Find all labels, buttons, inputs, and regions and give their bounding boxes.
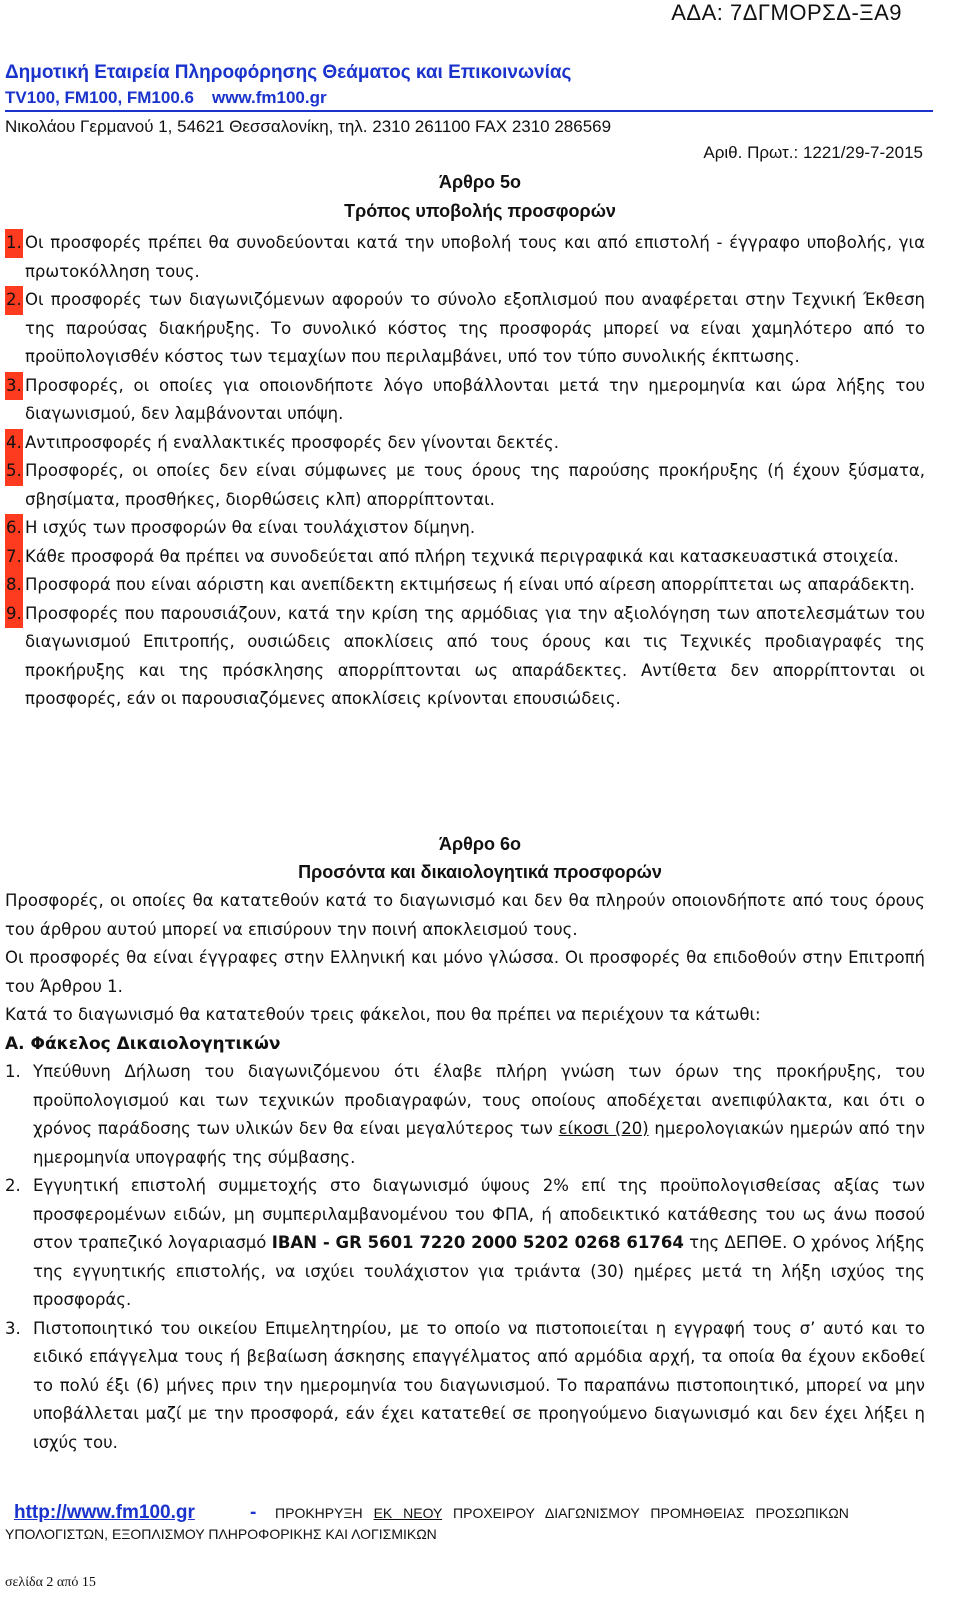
- list-item: [5, 429, 925, 458]
- footer-desc-part: ΠΡΟΚΗΡΥΞΗ: [275, 1505, 363, 1521]
- company-address: Νικολάου Γερμανού 1, 54621 Θεσσαλονίκη, τηλ. 2310 261100 FAX 2310 286569: [5, 117, 612, 136]
- article-6-number: Άρθρο 6ο: [438, 834, 521, 854]
- list-item: [5, 514, 925, 543]
- item-text-underlined: είκοσι (20): [558, 1119, 649, 1138]
- list-item: [5, 372, 925, 429]
- protocol-number: Αριθ. Πρωτ.: 1221/29-7-2015: [703, 143, 923, 162]
- list-item: [5, 1315, 925, 1458]
- article-5-title: Τρόπος υποβολής προσφορών: [344, 201, 616, 221]
- item-number: 1.: [5, 1062, 21, 1081]
- item-text: Υπεύθυνη Δήλωση του διαγωνιζόμενου ότι έλαβε πλήρη γνώση των όρων της προκήρυξης, του προϋπολογισμού και των τεχνικών προδιαγραφών, τους οποίους αποδέχεται ανεπιφύλακτα, και ότι ο χρόνος παράδοσης των υλικών δεν θα είναι μεγαλύτερος των: [33, 1062, 925, 1138]
- footer-description: [275, 1505, 849, 1521]
- footer-website-link[interactable]: http://www.fm100.gr: [14, 1502, 195, 1523]
- item-text: Οι προσφορές πρέπει θα συνοδεύονται κατά την υποβολή τους και από επιστολή - έγγραφο υποβολής, για πρωτοκόλληση τους.: [25, 233, 925, 281]
- article-5-list: [5, 229, 925, 714]
- item-number: 4.: [5, 429, 23, 458]
- company-name: Δημοτική Εταιρεία Πληροφόρησης Θεάματος και Επικοινωνίας: [5, 62, 572, 83]
- footer-description-line-2: ΥΠΟΛΟΓΙΣΤΩΝ, ΕΞΟΠΛΙΣΜΟΥ ΠΛΗΡΟΦΟΡΙΚΗΣ ΚΑΙ ΛΟΓΙΣΜΙΚΩΝ: [5, 1526, 437, 1542]
- list-item: [5, 229, 925, 286]
- list-item: [5, 543, 925, 572]
- article-5-number: Άρθρο 5ο: [438, 172, 521, 192]
- item-text: Πιστοποιητικό του οικείου Επιμελητηρίου, με το οποίο να πιστοποιείται η εγγραφή τους σ’ αυτό και το ειδικό επάγγελμα τους ή βεβαίωση άσκησης επαγγέλματος από αρμόδια αρχή, τα οποία θα έχουν εκδοθεί το πολύ έξι (6) μήνες πριν την ημερομηνία του διαγωνισμού. Το παραπάνω πιστοποιητικό, μπορεί να μην υποβάλλεται μαζί με την προσφορά, εάν έχει κατατεθεί σε προηγούμενο διαγωνισμό και δεν έχει λήξει η ισχύς του.: [33, 1318, 925, 1452]
- item-text: Προσφορές, οι οποίες δεν είναι σύμφωνες με τους όρους της παρούσης προκήρυξης (ή έχουν ξύσματα, σβησίματα, προσθήκες, διορθώσεις κλπ) απορρίπτονται.: [25, 461, 925, 509]
- item-text: Προσφορές που παρουσιάζουν, κατά την κρίση της αρμόδιας για την αξιολόγηση των αποτελεσμάτων του διαγωνισμού Επιτροπής, ουσιώδεις αποκλίσεις από τους όρους και τις Τεχνικές προδιαγραφές της προκήρυξης και της πρόσκλησης απορρίπτονται ως απαράδεκτες. Αντίθετα δεν απορρίπτονται οι προσφορές, εάν οι παρουσιαζόμενες αποκλίσεις κρίνονται επουσιώδεις.: [25, 603, 925, 708]
- article-6-paragraph-1: Προσφορές, οι οποίες θα κατατεθούν κατά το διαγωνισμό και δεν θα πληρούν οποιονδήποτε από τους όρους του άρθρου αυτού μπορεί να επισύρουν την ποινή αποκλεισμού τους.: [5, 891, 925, 939]
- item-text: Προσφορά που είναι αόριστη και ανεπίδεκτη εκτιμήσεως ή είναι υπό αίρεση απορρίπτεται ως απαράδεκτη.: [25, 575, 915, 594]
- list-item: [5, 1172, 925, 1315]
- item-text: Κάθε προσφορά θα πρέπει να συνοδεύεται από πλήρη τεχνικά περιγραφικά και κατασκευαστικά στοιχεία.: [25, 546, 899, 566]
- item-number: 2.: [5, 1176, 21, 1195]
- article-6-title: Προσόντα και δικαιολογητικά προσφορών: [298, 862, 662, 882]
- list-item: [5, 286, 925, 372]
- item-number: 5.: [5, 457, 23, 486]
- item-number: 6.: [5, 514, 23, 543]
- item-text: της ΔΕΠΘΕ. Ο χρόνος λήξης της εγγυητικής επιστολής, να ισχύει τουλάχιστον για τριάντα (30) ημέρες μετά τη λήξη ισχύος της προσφοράς.: [33, 1233, 925, 1309]
- item-number: 3.: [5, 1318, 21, 1338]
- header-divider: [5, 110, 933, 112]
- ada-code: ΑΔΑ: 7ΔΓΜΟΡΣΔ-ΞΑ9: [671, 0, 902, 25]
- footer-dash: -: [250, 1502, 257, 1523]
- item-number: 9.: [5, 600, 23, 629]
- list-item: [5, 457, 925, 514]
- iban-number: IBAN - GR 5601 7220 2000 5202 0268 61764: [271, 1233, 684, 1252]
- item-text: Αντιπροσφορές ή εναλλακτικές προσφορές δεν γίνονται δεκτές.: [25, 432, 559, 452]
- documents-list: [5, 1058, 925, 1457]
- item-number: 7.: [5, 543, 23, 572]
- list-item: [5, 1058, 925, 1172]
- stations-list: TV100, FM100, FM100.6: [5, 88, 194, 107]
- folder-a-title: Α. Φάκελος Δικαιολογητικών: [5, 1034, 281, 1054]
- item-number: 1.: [5, 229, 23, 258]
- list-item: [5, 600, 925, 714]
- footer-desc-part: ΠΡΟΧΕΙΡΟΥ ΔΙΑΓΩΝΙΣΜΟΥ ΠΡΟΜΗΘΕΙΑΣ ΠΡΟΣΩΠΙΚΩΝ: [453, 1505, 849, 1521]
- stations-line: [5, 88, 327, 108]
- footer-desc-underlined: ΕΚ ΝΕΟΥ: [373, 1505, 443, 1521]
- article-6-paragraph-3: Κατά το διαγωνισμό θα κατατεθούν τρεις φάκελοι, που θα πρέπει να περιέχουν τα κάτωθι:: [5, 1005, 761, 1024]
- item-text: Η ισχύς των προσφορών θα είναι τουλάχιστον δίμηνη.: [25, 518, 476, 537]
- item-number: 3.: [5, 372, 23, 401]
- item-number: 8.: [5, 571, 23, 600]
- item-number: 2.: [5, 286, 23, 315]
- item-text: Προσφορές, οι οποίες για οποιονδήποτε λόγο υποβάλλονται μετά την ημερομηνία και ώρα λήξης του διαγωνισμού, δεν λαμβάνονται υπόψη.: [25, 375, 925, 423]
- article-6-paragraph-2: Οι προσφορές θα είναι έγγραφες στην Ελληνική και μόνο γλώσσα. Οι προσφορές θα επιδοθούν στην Επιτροπή του Άρθρου 1.: [5, 948, 925, 996]
- website-link[interactable]: www.fm100.gr: [211, 88, 327, 107]
- page-number: σελίδα 2 από 15: [5, 1575, 96, 1590]
- list-item: [5, 571, 925, 600]
- item-text: Οι προσφορές των διαγωνιζόμενων αφορούν το σύνολο εξοπλισμού που αναφέρεται στην Τεχνική Έκθεση της παρούσας διακήρυξης. Το συνολικό κόστος της προσφοράς μπορεί να είναι χαμηλότερο από το προϋπολογισθέν κόστος των τεμαχίων που περιλαμβάνει, υπό τον τύπο συνολικής έκπτωσης.: [25, 290, 925, 366]
- item-text: ημερολογιακών ημερών από την ημερομηνία υπογραφής της σύμβασης.: [33, 1119, 925, 1167]
- item-text: Εγγυητική επιστολή συμμετοχής στο διαγωνισμό ύψους 2% επί της προϋπολογισθείσας αξίας των προσφερομένων ειδών, μη συμπεριλαμβανομένου του ΦΠΑ, ή αποδεικτικό κατάθεσης του ως άνω ποσού στον τραπεζικό λογαριασμό: [33, 1176, 925, 1252]
